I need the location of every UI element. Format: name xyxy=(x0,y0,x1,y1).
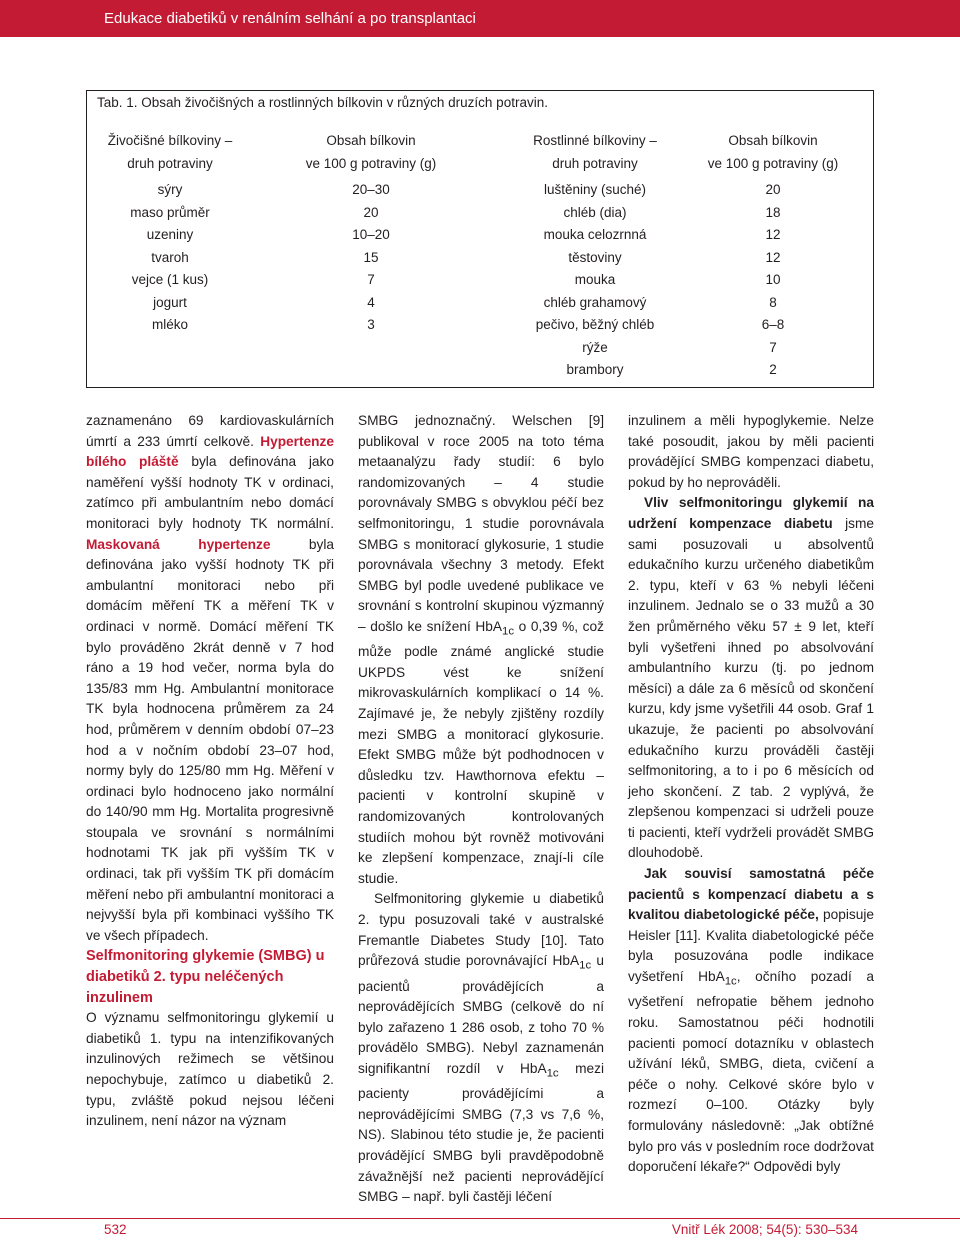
table-cell: 20 xyxy=(765,182,781,197)
table-header-cell: Živočišné bílkoviny – xyxy=(107,133,233,148)
table-cell: jogurt xyxy=(153,294,187,310)
table-header-cell: ve 100 g potraviny (g) xyxy=(305,156,437,171)
table-cell: 10 xyxy=(765,272,781,287)
table-cell: maso průměr xyxy=(130,204,210,220)
table-header-cell: ve 100 g potraviny (g) xyxy=(707,156,839,171)
paragraph-smbg-intro: O významu selfmonitoringu glykemií u diabetiků 1. typu na intenzifikovaných inzulinových režimech se většinou nepochybuje, zatímco u diabetiků 2. typu, zvláště pokud nejsou léčeni inzulinem, není názor na význam xyxy=(86,1010,334,1129)
table-cell: 20 xyxy=(363,204,379,220)
table-cell: mouka xyxy=(574,272,616,287)
table-column xyxy=(679,129,867,382)
table-column xyxy=(479,129,711,382)
table-cell: 10–20 xyxy=(352,227,390,242)
table-cell: 7 xyxy=(367,272,375,287)
table-header-cell: druh potraviny xyxy=(552,156,638,171)
table-cell: sýry xyxy=(157,182,183,197)
table-cell: 15 xyxy=(363,249,379,265)
paragraph-heisler: Jak souvisí samostatná péče pacientů s kompenzací diabetu a s kvalitou diabetologické péče, popisuje Heisler [11]. Kvalita diabetologické péče byla posuzována podle indikace vyšetření HbA$_{1c}$, očního pozadí a vyšetření nefropatie během jednoho roku. Samostatnou péči hodnotili pacienti pomocí dotazníku v oblastech užívání léků, SMBG, dieta, cvičení a péče o nohy. Celkové skóre bylo v rozmezí 0–100. Otázky byly formulovány následovně: „Jak obtížné bylo pro vás v posledním roce dodržovat doporučení lékaře?“ Odpovědi byly xyxy=(628,866,875,1175)
table-cell: 7 xyxy=(769,339,777,355)
table-header-cell: Obsah bílkovin xyxy=(326,133,416,148)
table-cell: uzeniny xyxy=(146,227,194,242)
table-caption: Tab. 1. Obsah živočišných a rostlinných bílkovin v různých druzích potravin. xyxy=(97,95,548,110)
table-cell: vejce (1 kus) xyxy=(131,272,209,287)
table-cell: 20–30 xyxy=(352,182,390,197)
table-header-cell: druh potraviny xyxy=(127,156,213,171)
table-header-cell: Rostlinné bílkoviny – xyxy=(533,133,657,148)
footer-rule xyxy=(0,1218,960,1219)
table-cell: mouka celozrnná xyxy=(543,227,647,242)
table-cell: 12 xyxy=(765,227,781,242)
table-header-cell: Obsah bílkovin xyxy=(728,133,818,148)
paragraph-hypertension: zaznamenáno 69 kardiovaskulárních úmrtí a 233 úmrtí celkově. Hypertenze bílého pláště byla definována jako naměření vyšší hodnoty TK v ordinaci, zatímco při ambulantním nebo domácí monitoraci byly hodnoty TK normální. Maskovaná hypertenze byla definována jako vyšší hodnoty TK při ambulantní monitoraci nebo při domácím měření TK a měření TK v ordinaci v normě. Domácí měření TK bylo prováděno 2krát denně v 7 hod ráno a 19 hod večer, norma byla do 135/83 mm Hg. Ambulantní monitorace TK byla hodnocena průměrem za 24 hod, průměrem v denním období 07–23 hod a v nočním období 23–07 hod, normy byly do 125/80 mm Hg. Měření v ordinaci bylo hodnoceno jako normální do 140/90 mm Hg. Mortalita progresivně stoupala ve srovnání s normálními hodnotami TK jak při vyšším TK v ordinaci, tak při vyšším TK při domácím měření nebo při ambulantní monitoraci a nejvyšší byla při kombinaci vyššího TK ve všech případech. xyxy=(86,413,334,943)
running-header xyxy=(0,0,960,37)
table-cell: brambory xyxy=(566,362,624,377)
page-number: 532 xyxy=(104,1222,127,1237)
running-title: Edukace diabetiků v renálním selhání a po transplantaci xyxy=(104,10,476,27)
table-cell: těstoviny xyxy=(568,249,622,265)
text-column-2 xyxy=(358,411,604,1208)
section-heading: Selfmonitoring glykemie (SMBG) u diabetiků 2. typu neléčených inzulinem xyxy=(86,948,325,1006)
paragraph-hypoglycemia: inzulinem a měli hypoglykemie. Nelze také posoudit, jakou by měli pacienti provádějící SMBG kompenzaci diabetu, pokud by ho neprováděli. xyxy=(628,413,874,490)
term-masked: Maskovaná hypertenze xyxy=(86,536,271,552)
journal-citation: Vnitř Lék 2008; 54(5): 530–534 xyxy=(671,1222,858,1237)
table-column xyxy=(277,129,465,337)
table-cell: 2 xyxy=(769,362,777,377)
protein-table xyxy=(86,90,874,388)
table-cell: luštěniny (suché) xyxy=(543,182,647,197)
table-column xyxy=(87,129,253,337)
table-cell: chléb grahamový xyxy=(543,294,647,310)
paragraph-fremantle: Selfmonitoring glykemie u diabetiků 2. typu posuzovali také v australské Fremantle Diabetes Study [10]. Tato průřezová studie porovnávající HbA$_{1c}$ u pacientů provádějících a neprovádějících SMBG (celkově do ní bylo zařazeno 1 286 osob, z toho 70 % provádělo SMBG). Nebyl zaznamenán signifikantní rozdíl v HbA$_{1c}$ mezi pacienty provádějícími a neprovádějícími SMBG (7,3 vs 7,6 %, NS). Slabinou této studie je, že pacienti provádějící SMBG byli pravděpodobně závažnější než pacienti neprovádějící SMBG – např. byli častěji léčení xyxy=(358,891,604,1205)
table-cell: 18 xyxy=(765,204,781,220)
table-cell: 4 xyxy=(367,294,375,310)
table-cell: tvaroh xyxy=(151,249,189,265)
table-cell: 8 xyxy=(769,294,777,310)
text-column-1 xyxy=(86,411,334,1132)
table-cell: 3 xyxy=(367,317,375,332)
table-cell: 12 xyxy=(765,249,781,265)
table-cell: chléb (dia) xyxy=(563,204,627,220)
table-cell: 6–8 xyxy=(761,317,785,332)
term-white-coat: Hypertenze bílého pláště xyxy=(86,433,334,470)
paragraph-welschen: SMBG jednoznačný. Welschen [9] publikoval v roce 2005 na toto téma metaanalýzu řady studií: 6 bylo randomizovaných – 4 studie porovnávaly SMBG s obvyklou péčí bez selfmonitoringu, 1 studie porovnávala SMBG s monitorací glykosurie, 1 studie porovnávala všechny 3 metody. Efekt SMBG byl podle uvedené publikace ve srovnání s kontrolní skupinou výzmanný – došlo ke snížení HbA$_{1c}$ o 0,39 %, což může podle známé anglické studie UKPDS vést ke snížení mikrovaskulárních komplikací o 14 %. Zajímavé je, že nebyly zjištěny rozdíly mezi SMBG a monitorací glykosurie. Efekt SMBG může být podhodnocen v důsledku tzv. Hawthornova efektu – pacienti v kontrolní skupině v randomizovaných kontrolovaných studiích mohou být rovněž motivováni ke zlepšení kompenzace, znají-li cíle studie. xyxy=(358,413,604,886)
table-cell: mléko xyxy=(151,317,188,332)
text-column-3 xyxy=(628,411,874,1178)
paragraph-own-study: Vliv selfmonitoringu glykemií na udržení kompenzace diabetu jsme sami posuzovali u absolventů edukačního kurzu určeného diabetikům 2. typu, kteří v 63 % nebyli léčeni inzulinem. Jednalo se o 33 mužů a 30 žen průměrného věku 57 ± 9 let, kteří byli vyšetřeni ihned po absolvování ambulantního kurzu (tj. po jednom měsíci) a dále za 6 měsíců od skončení kurzu, kdy jsme vyšetřili 44 osob. Graf 1 ukazuje, že pacienti po absolvování edukačního kurzu prováděli častěji selfmonitoring, a to i po 6 měsících od jeho skončení. Z tab. 2 vyplývá, že zlepšenou kompenzaci si udrželi pouze ti pacienti, kteří vydrželi provádět SMBG dlouhodobě. xyxy=(628,495,874,861)
table-cell: pečivo, běžný chléb xyxy=(535,317,655,332)
table-cell: rýže xyxy=(582,339,608,355)
